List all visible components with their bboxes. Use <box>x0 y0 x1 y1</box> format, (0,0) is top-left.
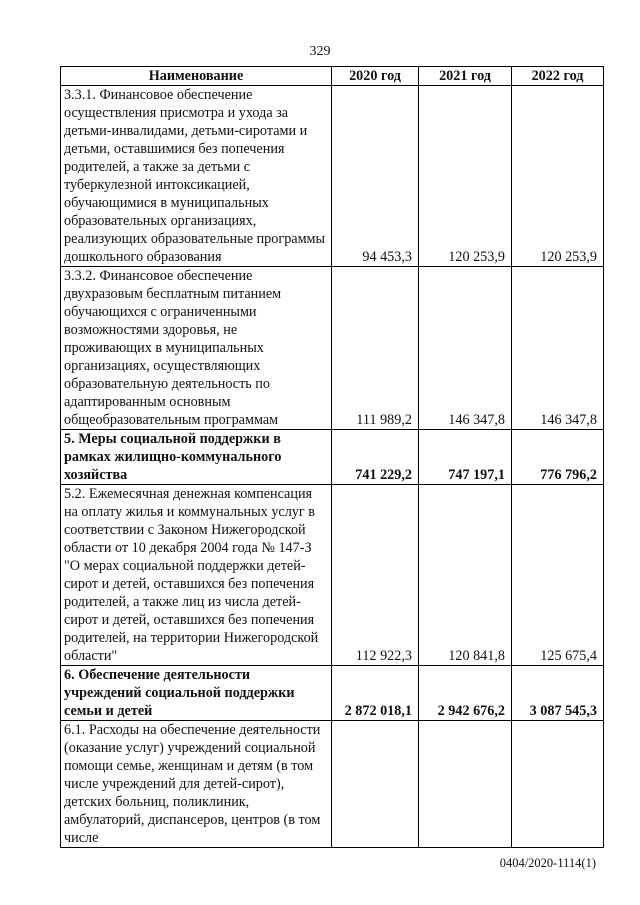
row-2020: 94 453,3 <box>332 86 419 267</box>
row-2020: 112 922,3 <box>332 485 419 666</box>
row-2021: 2 942 676,2 <box>419 666 512 721</box>
header-2021: 2021 год <box>419 67 512 86</box>
row-name: 6. Обеспечение деятельности учреждений социальной поддержки семьи и детей <box>61 666 332 721</box>
row-name: 6.1. Расходы на обеспечение деятельности (оказание услуг) учреждений социальной помощи семье, женщинам и детям (в том числе учреждений для детей-сирот), детских больниц, поликлиник, амбулаторий, диспансеров, центров (в том числе <box>61 721 332 848</box>
document-code: 0404/2020-1114(1) <box>499 856 596 870</box>
table-row <box>61 86 604 267</box>
row-2021: 120 253,9 <box>419 86 512 267</box>
row-2022: 146 347,8 <box>512 267 604 430</box>
header-2020: 2020 год <box>332 67 419 86</box>
row-2022 <box>512 721 604 848</box>
row-2020: 111 989,2 <box>332 267 419 430</box>
row-2022: 125 675,4 <box>512 485 604 666</box>
header-name: Наименование <box>61 67 332 86</box>
table-row <box>61 485 604 666</box>
budget-table <box>60 66 604 848</box>
row-2022: 776 796,2 <box>512 430 604 485</box>
row-2021: 146 347,8 <box>419 267 512 430</box>
row-name: 5.2. Ежемесячная денежная компенсация на оплату жилья и коммунальных услуг в соответствии с Законом Нижегородской области от 10 декабря 2004 года № 147-З "О мерах социальной поддержки детей-сирот и детей, оставшихся без попечения родителей, а также лиц из числа детей-сирот и детей, оставшихся без попечения родителей, на территории Нижегородской области" <box>61 485 332 666</box>
row-2021: 120 841,8 <box>419 485 512 666</box>
row-name: 3.3.2. Финансовое обеспечение двухразовым бесплатным питанием обучающихся с ограниченными возможностями здоровья, не проживающих в муниципальных организациях, осуществляющих образовательную деятельность по адаптированным основным общеобразовательным программам <box>61 267 332 430</box>
row-2020 <box>332 721 419 848</box>
table-row-section <box>61 430 604 485</box>
row-name: 5. Меры социальной поддержки в рамках жилищно-коммунального хозяйства <box>61 430 332 485</box>
header-2022: 2022 год <box>512 67 604 86</box>
row-2022: 120 253,9 <box>512 86 604 267</box>
row-2020: 741 229,2 <box>332 430 419 485</box>
table-row <box>61 721 604 848</box>
row-2020: 2 872 018,1 <box>332 666 419 721</box>
row-2021 <box>419 721 512 848</box>
table-header-row <box>61 67 604 86</box>
row-2021: 747 197,1 <box>419 430 512 485</box>
row-2022: 3 087 545,3 <box>512 666 604 721</box>
row-name: 3.3.1. Финансовое обеспечение осуществления присмотра и ухода за детьми-инвалидами, детьми-сиротами и детьми, оставшимися без попечения родителей, а также за детьми с туберкулезной интоксикацией, обучающимися в муниципальных образовательных организациях, реализующих образовательные программы дошкольного образования <box>61 86 332 267</box>
page-number: 329 <box>309 44 331 59</box>
table-row <box>61 267 604 430</box>
table-row-section <box>61 666 604 721</box>
